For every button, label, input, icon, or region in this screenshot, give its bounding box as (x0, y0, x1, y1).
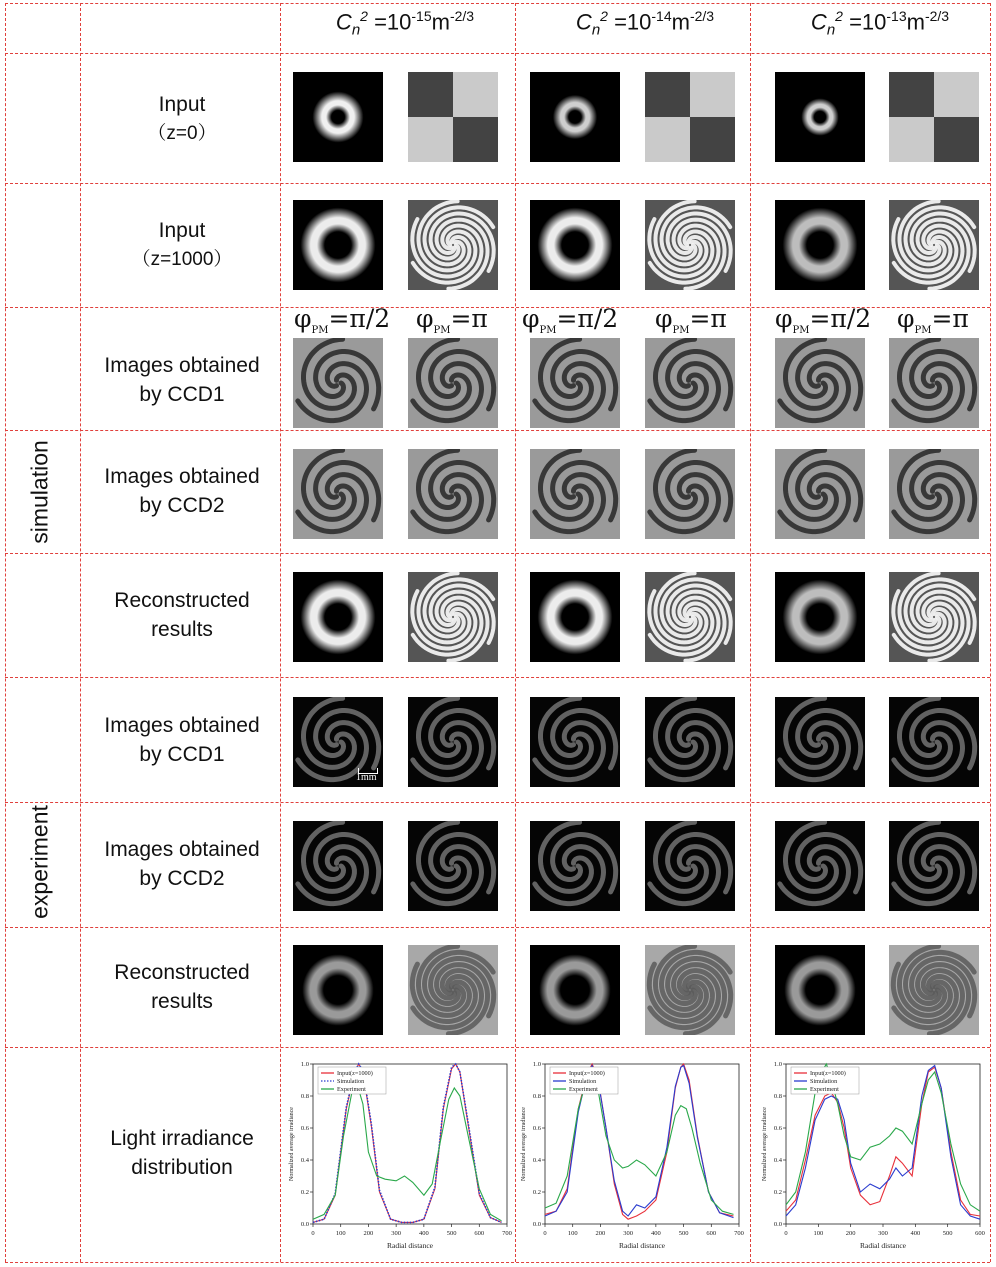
x-axis-label: Radial distance (618, 1241, 666, 1250)
exp-ccd1-b (408, 697, 498, 787)
beam-ring (776, 573, 864, 661)
grid-hline (5, 183, 990, 184)
legend-label: Experiment (569, 1086, 598, 1094)
x-tick-label: 700 (734, 1230, 744, 1237)
y-tick-label: 0.6 (300, 1125, 309, 1132)
series-line-3 (313, 1085, 502, 1221)
phase-label-col3-a: $\varphi_{PM}=\pi/2$ (775, 304, 872, 336)
phase-sector (889, 117, 934, 162)
x-tick-label: 400 (418, 1230, 429, 1237)
x-tick-label: 300 (391, 1230, 402, 1237)
column-header-2: $C_n^2 =10^{-14}m^{-2/3}$ (575, 8, 715, 39)
legend-label: Experiment (810, 1086, 839, 1094)
x-tick-label: 200 (595, 1230, 606, 1237)
phase-sector (408, 117, 453, 162)
y-tick-label: 1.0 (532, 1061, 541, 1068)
irradiance-chart-2 (517, 1058, 745, 1254)
input-z1000-intensity (775, 200, 865, 290)
y-tick-label: 0.2 (532, 1189, 541, 1196)
exp-ccd2-a (530, 821, 620, 911)
sim-recon-intensity (775, 572, 865, 662)
legend-label: Input(z=1000) (810, 1070, 846, 1078)
phase-sector (453, 117, 498, 162)
scale-bar-label: 1mm (356, 772, 377, 783)
exp-ccd2-a (293, 821, 383, 911)
y-tick-label: 0.2 (300, 1189, 309, 1196)
x-tick-label: 600 (975, 1230, 985, 1237)
grid-hline (5, 53, 990, 54)
sim-ccd1-a (293, 338, 383, 428)
y-tick-label: 1.0 (773, 1061, 782, 1068)
grid-vline (750, 3, 751, 1262)
sim-recon-intensity (530, 572, 620, 662)
x-tick-label: 0 (543, 1230, 547, 1237)
x-tick-label: 600 (706, 1230, 717, 1237)
x-tick-label: 600 (474, 1230, 485, 1237)
beam-ring (778, 948, 862, 1032)
phase-label-col1-a: $\varphi_{PM}=\pi/2$ (294, 304, 391, 336)
exp-ccd2-b (408, 821, 498, 911)
x-tick-label: 300 (623, 1230, 634, 1237)
exp-ccd1-b (645, 697, 735, 787)
row-label-exp-ccd2: Images obtained by CCD2 (104, 838, 260, 890)
grid-vline (80, 3, 81, 1262)
sim-ccd2-a (293, 449, 383, 539)
row-label-irradiance: Light irradiance distribution (110, 1127, 254, 1179)
row-label-input-z0: Input （z=0） (147, 93, 217, 144)
input-z0-intensity (775, 72, 865, 162)
exp-recon-intensity (530, 945, 620, 1035)
y-tick-label: 0.0 (532, 1221, 541, 1228)
input-z1000-intensity (530, 200, 620, 290)
y-axis-label: Normalized average irradiance (289, 1107, 295, 1181)
x-axis-label: Radial distance (386, 1241, 434, 1250)
legend-label: Input(z=1000) (337, 1070, 373, 1078)
sim-recon-phase (645, 572, 735, 662)
input-z1000-phase (408, 200, 498, 290)
input-z1000-phase (889, 200, 979, 290)
column-header-3: $C_n^2 =10^{-13}m^{-2/3}$ (810, 8, 950, 39)
x-tick-label: 400 (910, 1230, 921, 1237)
grid-vline (515, 3, 516, 1262)
exp-recon-phase (889, 945, 979, 1035)
input-z1000-intensity (293, 200, 383, 290)
phase-label-col2-a: $\varphi_{PM}=\pi/2$ (522, 304, 619, 336)
grid-hline (5, 677, 990, 678)
sim-ccd2-a (775, 449, 865, 539)
y-tick-label: 1.0 (300, 1061, 309, 1068)
legend-label: Simulation (810, 1078, 838, 1086)
grid-vline (990, 3, 991, 1262)
exp-ccd2-b (645, 821, 735, 911)
legend-label: Simulation (569, 1078, 597, 1086)
y-tick-label: 0.6 (773, 1125, 782, 1132)
sim-ccd2-b (645, 449, 735, 539)
phase-sector (408, 72, 453, 117)
input-z0-intensity (530, 72, 620, 162)
y-tick-label: 0.2 (773, 1189, 782, 1196)
x-tick-label: 500 (446, 1230, 457, 1237)
beam-ring (798, 95, 842, 139)
sim-ccd1-a (530, 338, 620, 428)
beam-ring (308, 87, 368, 147)
sim-recon-intensity (293, 572, 383, 662)
x-tick-label: 200 (845, 1230, 856, 1237)
y-axis-label: Normalized average irradiance (762, 1107, 768, 1181)
beam-ring (531, 201, 619, 289)
exp-recon-phase (408, 945, 498, 1035)
phase-sector (645, 72, 690, 117)
column-header-1: $C_n^2 =10^{-15}m^{-2/3}$ (335, 8, 475, 39)
y-tick-label: 0.0 (300, 1221, 309, 1228)
sim-recon-phase (408, 572, 498, 662)
exp-ccd2-b (889, 821, 979, 911)
exp-ccd2-a (775, 821, 865, 911)
grid-vline (5, 3, 6, 1262)
scale-bar (356, 764, 378, 786)
row-label-exp-ccd1: Images obtained by CCD1 (104, 714, 260, 766)
y-tick-label: 0.4 (300, 1157, 309, 1164)
input-z0-phase (889, 72, 979, 162)
phase-sector (934, 72, 979, 117)
exp-recon-intensity (775, 945, 865, 1035)
x-tick-label: 700 (502, 1230, 512, 1237)
x-tick-label: 500 (678, 1230, 689, 1237)
row-label-sim-ccd1: Images obtained by CCD1 (104, 354, 260, 406)
grid-hline (5, 1262, 990, 1263)
beam-ring (531, 573, 619, 661)
beam-ring (294, 201, 382, 289)
phase-sector (934, 117, 979, 162)
sim-ccd2-b (408, 449, 498, 539)
beam-ring (294, 573, 382, 661)
x-axis-label: Radial distance (859, 1241, 907, 1250)
x-tick-label: 100 (813, 1230, 824, 1237)
phase-sector (889, 72, 934, 117)
phase-sector (690, 72, 735, 117)
sim-ccd1-b (408, 338, 498, 428)
y-tick-label: 0.4 (532, 1157, 541, 1164)
row-label-sim-recon: Reconstructed results (114, 589, 250, 641)
irradiance-chart-1 (285, 1058, 513, 1254)
x-tick-label: 0 (784, 1230, 788, 1237)
y-tick-label: 0.0 (773, 1221, 782, 1228)
exp-ccd1-b (889, 697, 979, 787)
x-tick-label: 400 (650, 1230, 661, 1237)
sim-ccd1-b (889, 338, 979, 428)
exp-recon-phase (645, 945, 735, 1035)
phase-label-col2-b: $\varphi_{PM}=\pi$ (655, 304, 727, 336)
input-z1000-phase (645, 200, 735, 290)
legend-label: Input(z=1000) (569, 1070, 605, 1078)
input-z0-phase (408, 72, 498, 162)
sim-ccd1-b (645, 338, 735, 428)
legend-label: Experiment (337, 1086, 366, 1094)
x-tick-label: 0 (311, 1230, 315, 1237)
row-label-sim-ccd2: Images obtained by CCD2 (104, 465, 260, 517)
x-tick-label: 100 (567, 1230, 578, 1237)
sim-ccd2-a (530, 449, 620, 539)
y-axis-label: Normalized average irradiance (521, 1107, 527, 1181)
exp-ccd1-a (775, 697, 865, 787)
x-tick-label: 500 (942, 1230, 953, 1237)
row-label-input-z1000: Input （z=1000） (131, 219, 233, 270)
phase-label-col1-b: $\varphi_{PM}=\pi$ (416, 304, 488, 336)
irradiance-chart-3 (758, 1058, 986, 1254)
input-z0-intensity (293, 72, 383, 162)
group-label-experiment: experiment (26, 805, 53, 919)
x-tick-label: 300 (878, 1230, 888, 1237)
sim-ccd2-b (889, 449, 979, 539)
exp-ccd1-a (530, 697, 620, 787)
beam-ring (533, 948, 617, 1032)
exp-recon-intensity (293, 945, 383, 1035)
phase-sector (453, 72, 498, 117)
y-tick-label: 0.8 (532, 1093, 541, 1100)
beam-ring (296, 948, 380, 1032)
phase-label-col3-b: $\varphi_{PM}=\pi$ (897, 304, 969, 336)
grid-hline (5, 3, 990, 4)
x-tick-label: 100 (335, 1230, 346, 1237)
y-tick-label: 0.4 (773, 1157, 782, 1164)
sim-ccd1-a (775, 338, 865, 428)
input-z0-phase (645, 72, 735, 162)
y-tick-label: 0.8 (773, 1093, 782, 1100)
y-tick-label: 0.6 (532, 1125, 541, 1132)
row-label-exp-recon: Reconstructed results (114, 961, 250, 1013)
sim-recon-phase (889, 572, 979, 662)
group-label-simulation: simulation (26, 440, 53, 544)
phase-sector (690, 117, 735, 162)
y-tick-label: 0.8 (300, 1093, 309, 1100)
legend-label: Simulation (337, 1078, 365, 1086)
x-tick-label: 200 (363, 1230, 374, 1237)
beam-ring (776, 201, 864, 289)
beam-ring (549, 91, 601, 143)
phase-sector (645, 117, 690, 162)
